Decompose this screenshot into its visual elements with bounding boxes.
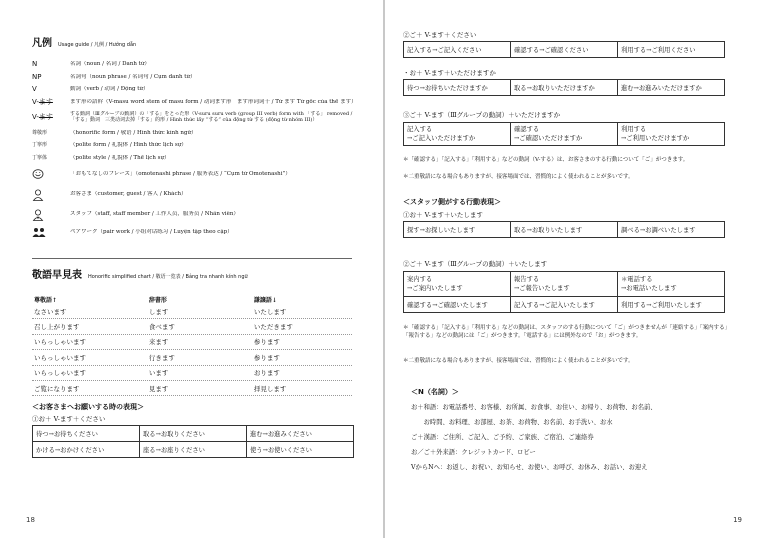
legend-row: 尊敬形 （honorific form / 敬语 / Hình thức kính ngữ） [32,129,197,136]
left-page [0,0,383,538]
pair-work-icon [32,227,44,237]
table-row: 案内する →ご案内いたします 報告する →ご報告いたします ＊電話する →お電話いたします [404,272,725,297]
right-page [385,0,768,538]
keigo-chart [32,295,352,396]
staff-note-2: ＊二重敬語になる場合もありますが、接客場面では、習慣的によく使われることが多いです。 [403,358,634,364]
staff-note-1: ＊「確認する」「記入する」「利用する」などの動詞は、スタッフのする行動について「ご」がつきませんが「連絡する」「案内する」「報告する」などの動詞には「ご」がつきます。「電話する」には例外なので「お」がつきます。 [403,325,731,339]
table-row: いらっしゃいます 来ます 参ります [32,335,352,350]
noun-line: VからNへ：お返し、お祝い、お知らせ、お使い、お呼び、お休み、お話い、お迎え [411,464,648,471]
page-number: 18 [26,516,35,524]
pattern-oma: ・お＋ V-ます＋いただけますか [403,69,496,77]
legend-row: スタッフ（staff, staff member / 工作人员，服务员 / Nhân viên） [32,204,362,224]
staff-table-1 [403,221,725,238]
table-row: 待つ→お待ちください 取る→お取りください 進む→お進みください [33,426,354,442]
table-row: ご覧になります 見ます 拝見します [32,381,352,396]
pattern-oma-table [403,79,725,96]
table-row: いらっしゃいます 行きます 参ります [32,350,352,365]
request-table [32,425,354,458]
table-row: いらっしゃいます います おります [32,366,352,381]
legend-row: 丁寧形 （polite form / 礼貌体 / Hình thức lịch sự） [32,142,187,149]
table-row: なさいます します いたします [32,304,352,319]
legend-row: お客さま（customer, guest / 客人 / Khách） [32,184,362,204]
request-pattern: ①お＋ V-ます＋ください [32,415,106,423]
noun-line: ご＋漢語：ご住所、ご記入、ご予約、ご家族、ご宿泊、ご連絡券 [411,434,594,441]
pattern-3-table [403,122,725,146]
legend-row: V-ます ます形の語幹（V-masu word stem of masu form / 动词ます形 ます形词词干 / Từ ます Từ gốc của thể ます） [32,98,357,107]
smile-icon [32,169,44,179]
pattern-2: ②ご＋ V-ます＋ください [403,31,477,39]
legend-row: NP 名詞句（noun phrase / 名词句 / Cụm danh từ） [32,72,196,81]
staff-heading: ＜スタッフ側がする行動表現＞ [403,198,501,206]
staff-pattern-2: ②ご＋ V-ます（Ⅲグループの動詞）＋いたします [403,260,548,268]
noun-heading: ＜N（名詞）＞ [411,388,459,396]
staff-pattern-1: ①お＋ V-ます＋いたします [403,211,483,219]
table-row: 確認する→ご確認いたします 記入する→ご記入いたします 利用する→ご利用いたします [404,297,725,313]
page-number: 19 [733,516,742,524]
legend-row: 丁寧体 （polite style / 礼貌体 / Thể lịch sự） [32,154,170,161]
table-row: 記入する →ご記入いただけますか 確認する →ご確認いただけますか 利用する →ご利用いただけますか [404,123,725,146]
legend-row: 「おもてなしのフレーズ」（omotenashi phrase / 服务表达 / “Cụm từ Omotenashi”） [32,164,362,184]
table-row: 記入する→ご記入ください 確認する→ご確認ください 利用する→ご利用ください [404,42,725,58]
staff-icon [32,209,44,219]
pattern-2-table [403,41,725,58]
noun-line: お／ご＋外来語：クレジットカード、ロビー [411,449,536,456]
table-row: 待つ→お待ちいただけますか 取る→お取りいただけますか 進む→お進みいただけますか [404,80,725,96]
legend-row: V 動詞（verb / 动词 / Động từ） [32,85,149,94]
legend-row: V-ます する動詞（Ⅲグループの動詞）の「する」をとった形（V-suru suru verb (group III verb) form with 「する」 removed / 「する」動词 三类动词去掉「する」的形 / Hình thức lấy “する” của động từ する (động từ nhóm III)） [32,111,353,124]
table-row: 探す→お探しいたします 取る→お取りいたします 調べる→お調べいたします [404,222,725,238]
legend-row: N 名詞（noun / 名词 / Danh từ） [32,60,150,69]
note-2: ＊二重敬語になる場合もありますが、接客場面では、習慣的によく使われることが多いです。 [403,174,634,180]
legend-title: 凡例 Usage guide / 凡例 / Hướng dẫn [32,38,137,49]
table-row: 召し上がります 食べます いただきます [32,319,352,334]
guest-icon [32,189,44,199]
keigo-chart-title: 敬語早見表 Honorific simplified chart / 敬语一览表 / Bảng tra nhanh kính ngữ [32,270,248,281]
legend-list [32,58,362,240]
keigo-chart-header: 尊敬語↑ 辞書形 謙譲語↓ [34,297,277,304]
legend-row: ペアワーク（pair work / 小组对话练习 / Luyện tập theo cặp） [32,224,362,240]
section-divider [32,258,352,259]
request-heading: ＜お客さまへお願いする時の表現＞ [32,403,144,411]
note-1: ＊「確認する」「記入する」「利用する」などの動詞（V-する）は、お客さまのする行動について「ご」がつきます。 [403,157,689,163]
staff-table-2 [403,271,725,313]
table-row: かける→おかけください 座る→お座りください 使う→お使いください [33,442,354,458]
noun-line: お＋和語：お電話番号、お客様、お所属、お食事、お住い、お帰り、お荷物、お名前、 [411,404,657,411]
noun-line: お時間、お料理、お部屋、お茶、お荷物、お名前、お手洗い、お水 [411,419,613,426]
pattern-3: ③ご＋ V-ます（Ⅲグループの動詞）＋いただけますか [403,111,561,119]
